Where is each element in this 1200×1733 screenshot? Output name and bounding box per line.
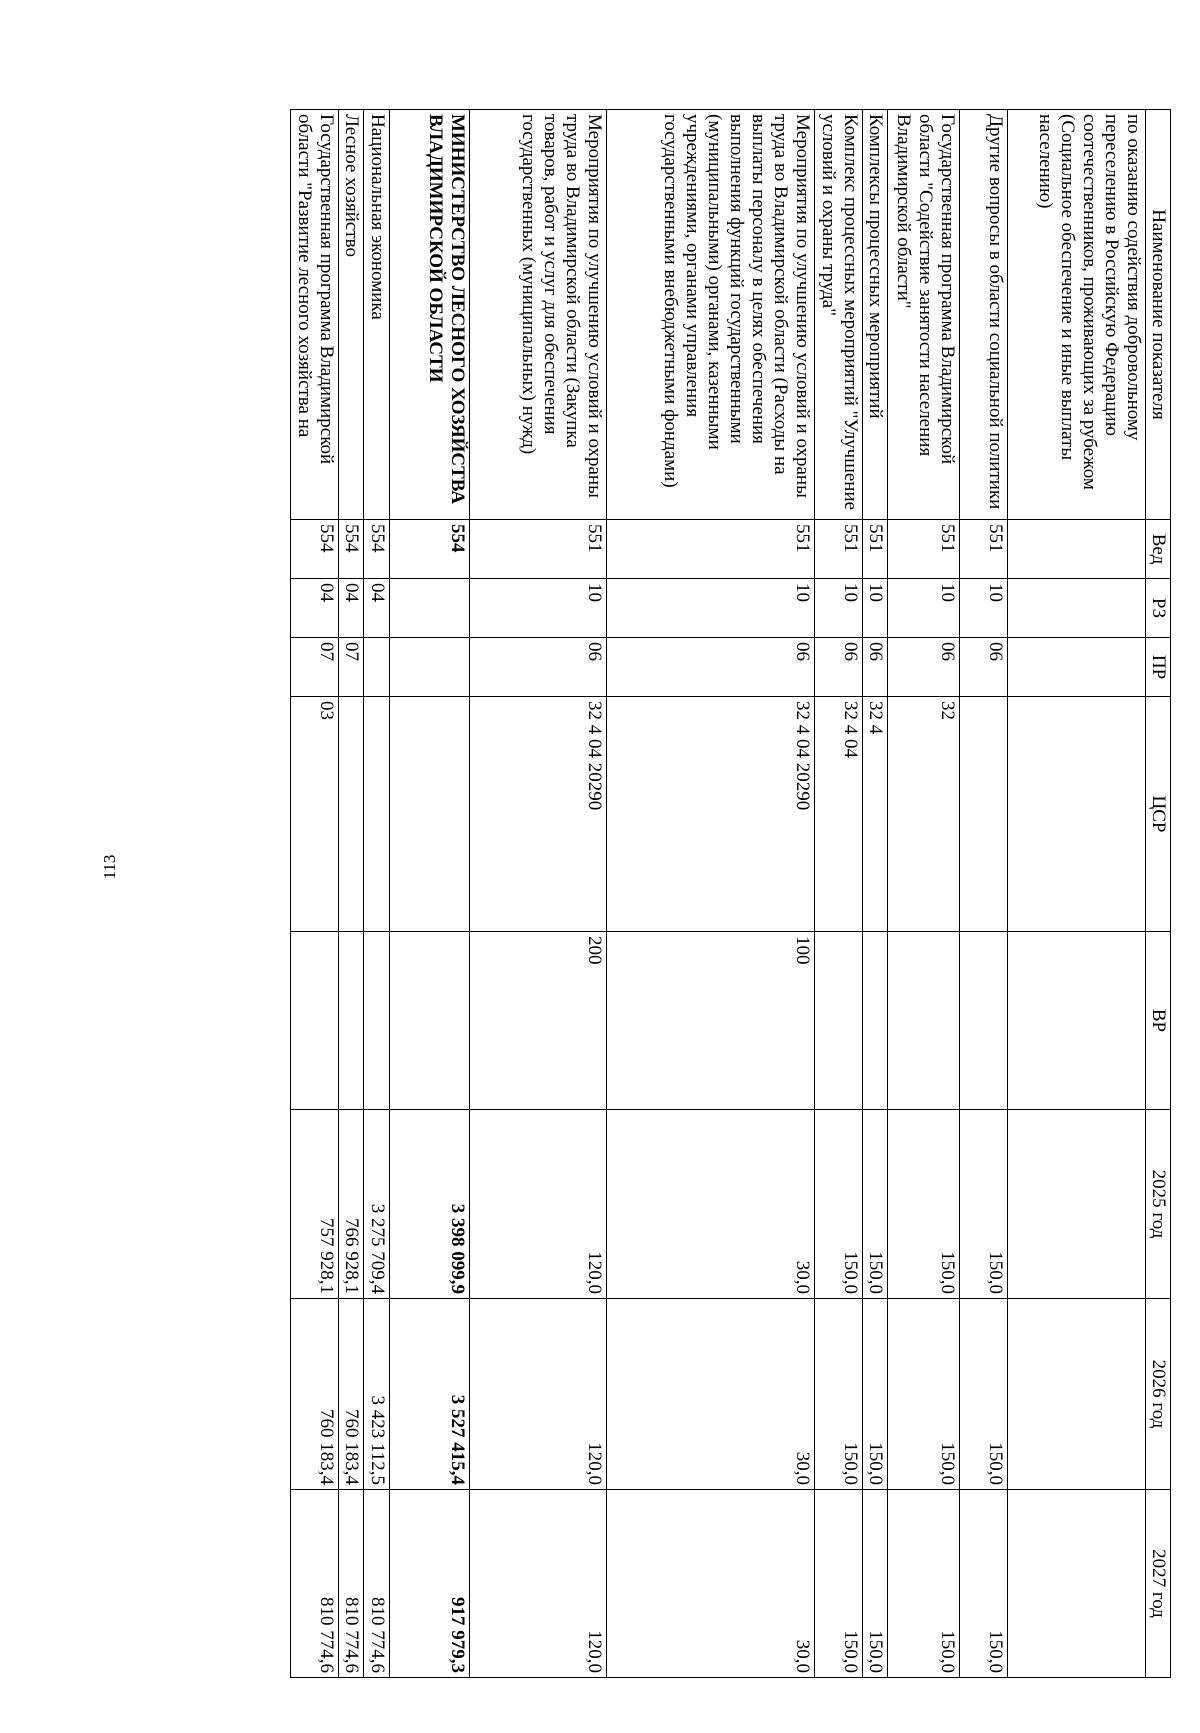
cell-2026: 120,0: [470, 1299, 607, 1490]
rotated-table-container: [121, 109, 1171, 1677]
table-row: [1008, 110, 1146, 1678]
cell-2025: 3 398 099,9: [390, 1110, 470, 1299]
cell-ved: 554: [364, 520, 390, 579]
cell-ved: [1008, 520, 1146, 579]
cell-2026: 3 527 415,4: [390, 1299, 470, 1490]
cell-2025: 150,0: [863, 1110, 888, 1299]
table-row: [291, 110, 339, 1678]
cell-2026: 760 183,4: [291, 1299, 339, 1490]
cell-pr: 07: [339, 638, 364, 697]
cell-rz: 04: [291, 579, 339, 638]
cell-vr: [364, 932, 390, 1110]
table-row: [339, 110, 364, 1678]
cell-2025: 3 275 709,4: [364, 1110, 390, 1299]
cell-vr: 100: [607, 932, 815, 1110]
cell-ved: 551: [960, 520, 1008, 579]
cell-2025: 766 928,1: [339, 1110, 364, 1299]
table-row: [607, 110, 815, 1678]
cell-vr: [339, 932, 364, 1110]
cell-2025: 150,0: [960, 1110, 1008, 1299]
cell-csr: 32 4 04 20290: [607, 697, 815, 932]
table-row: [888, 110, 960, 1678]
cell-vr: [815, 932, 863, 1110]
cell-name: МИНИСТЕРСТВО ЛЕСНОГО ХОЗЯЙСТВА ВЛАДИМИРСКОЙ ОБЛАСТИ: [390, 110, 470, 520]
cell-2027: 810 774,6: [291, 1490, 339, 1678]
table-row: [470, 110, 607, 1678]
cell-rz: 04: [364, 579, 390, 638]
cell-pr: 06: [960, 638, 1008, 697]
cell-csr: [390, 697, 470, 932]
cell-vr: [291, 932, 339, 1110]
cell-name: Национальная экономика: [364, 110, 390, 520]
cell-vr: [960, 932, 1008, 1110]
header-rz: РЗ: [1146, 579, 1171, 638]
cell-2026: 150,0: [863, 1299, 888, 1490]
cell-2027: 150,0: [815, 1490, 863, 1678]
cell-2025: [1008, 1110, 1146, 1299]
header-vr: ВР: [1146, 932, 1171, 1110]
cell-2027: 917 979,3: [390, 1490, 470, 1678]
cell-name: Государственная программа Владимирской области "Развитие лесного хозяйства на: [291, 110, 339, 520]
cell-pr: 06: [863, 638, 888, 697]
table-row: [960, 110, 1008, 1678]
cell-ved: 554: [291, 520, 339, 579]
cell-vr: [1008, 932, 1146, 1110]
header-name: Наименование показателя: [1146, 110, 1171, 520]
table-row: [364, 110, 390, 1678]
cell-name: Другие вопросы в области социальной политики: [960, 110, 1008, 520]
cell-2027: 150,0: [888, 1490, 960, 1678]
cell-csr: 32 4: [863, 697, 888, 932]
cell-vr: [888, 932, 960, 1110]
cell-2025: 120,0: [470, 1110, 607, 1299]
cell-2027: 150,0: [863, 1490, 888, 1678]
cell-name: Комплексы процессных мероприятий: [863, 110, 888, 520]
cell-2025: 150,0: [888, 1110, 960, 1299]
cell-pr: [390, 638, 470, 697]
cell-rz: 10: [888, 579, 960, 638]
cell-vr: [390, 932, 470, 1110]
header-csr: ЦСР: [1146, 697, 1171, 932]
cell-pr: [1008, 638, 1146, 697]
cell-2027: 30,0: [607, 1490, 815, 1678]
cell-vr: 200: [470, 932, 607, 1110]
header-2025: 2025 год: [1146, 1110, 1171, 1299]
cell-2027: 810 774,6: [339, 1490, 364, 1678]
cell-vr: [863, 932, 888, 1110]
cell-ved: 551: [863, 520, 888, 579]
cell-rz: 10: [815, 579, 863, 638]
cell-name: по оказанию содействия добровольному переселению в Российскую Федерацию соотечественников, проживающих за рубежом (Социальное обеспечение и иные выплаты населению): [1008, 110, 1146, 520]
cell-pr: 06: [888, 638, 960, 697]
cell-ved: 551: [888, 520, 960, 579]
cell-name: Мероприятия по улучшению условий и охраны труда во Владимирской области (Расходы на выплаты персоналу в целях обеспечения выполнения функций государственными (муниципальными) органами, казенными учреждениями, органами управления государственными внебюджетными фондами): [607, 110, 815, 520]
cell-name: Мероприятия по улучшению условий и охраны труда во Владимирской области (Закупка товаров, работ и услуг для обеспечения государственных (муниципальных) нужд): [470, 110, 607, 520]
cell-2027: [1008, 1490, 1146, 1678]
cell-2026: 150,0: [815, 1299, 863, 1490]
cell-2026: 150,0: [960, 1299, 1008, 1490]
header-pr: ПР: [1146, 638, 1171, 697]
table-row: [815, 110, 863, 1678]
cell-csr: 32: [888, 697, 960, 932]
table-header-row: [1146, 110, 1171, 1678]
page-number: 113: [100, 854, 119, 880]
budget-table: [290, 109, 1171, 1678]
header-2026: 2026 год: [1146, 1299, 1171, 1490]
cell-ved: 551: [815, 520, 863, 579]
cell-csr: [339, 697, 364, 932]
cell-2025: 150,0: [815, 1110, 863, 1299]
cell-csr: 32 4 04 20290: [470, 697, 607, 932]
cell-pr: 07: [291, 638, 339, 697]
cell-2025: 30,0: [607, 1110, 815, 1299]
cell-ved: 551: [607, 520, 815, 579]
cell-rz: 10: [470, 579, 607, 638]
cell-name: Государственная программа Владимирской области "Содействие занятости населения Владимирской области": [888, 110, 960, 520]
cell-csr: [1008, 697, 1146, 932]
cell-2026: [1008, 1299, 1146, 1490]
cell-name: Лесное хозяйство: [339, 110, 364, 520]
cell-2026: 30,0: [607, 1299, 815, 1490]
header-ved: Вед: [1146, 520, 1171, 579]
cell-ved: 551: [470, 520, 607, 579]
cell-rz: 04: [339, 579, 364, 638]
cell-2027: 810 774,6: [364, 1490, 390, 1678]
cell-name: Комплекс процессных мероприятий "Улучшение условий и охраны труда": [815, 110, 863, 520]
cell-csr: 32 4 04: [815, 697, 863, 932]
cell-pr: 06: [607, 638, 815, 697]
cell-2027: 150,0: [960, 1490, 1008, 1678]
cell-2027: 120,0: [470, 1490, 607, 1678]
cell-pr: 06: [815, 638, 863, 697]
cell-csr: [960, 697, 1008, 932]
cell-2025: 757 928,1: [291, 1110, 339, 1299]
cell-pr: 06: [470, 638, 607, 697]
cell-rz: [1008, 579, 1146, 638]
cell-pr: [364, 638, 390, 697]
cell-2026: 150,0: [888, 1299, 960, 1490]
table-row: [863, 110, 888, 1678]
cell-rz: 10: [960, 579, 1008, 638]
cell-ved: 554: [390, 520, 470, 579]
cell-ved: 554: [339, 520, 364, 579]
header-2027: 2027 год: [1146, 1490, 1171, 1678]
cell-rz: [390, 579, 470, 638]
cell-2026: 760 183,4: [339, 1299, 364, 1490]
cell-csr: [364, 697, 390, 932]
cell-rz: 10: [863, 579, 888, 638]
table-row-ministry: [390, 110, 470, 1678]
cell-rz: 10: [607, 579, 815, 638]
cell-csr: 03: [291, 697, 339, 932]
cell-2026: 3 423 112,5: [364, 1299, 390, 1490]
